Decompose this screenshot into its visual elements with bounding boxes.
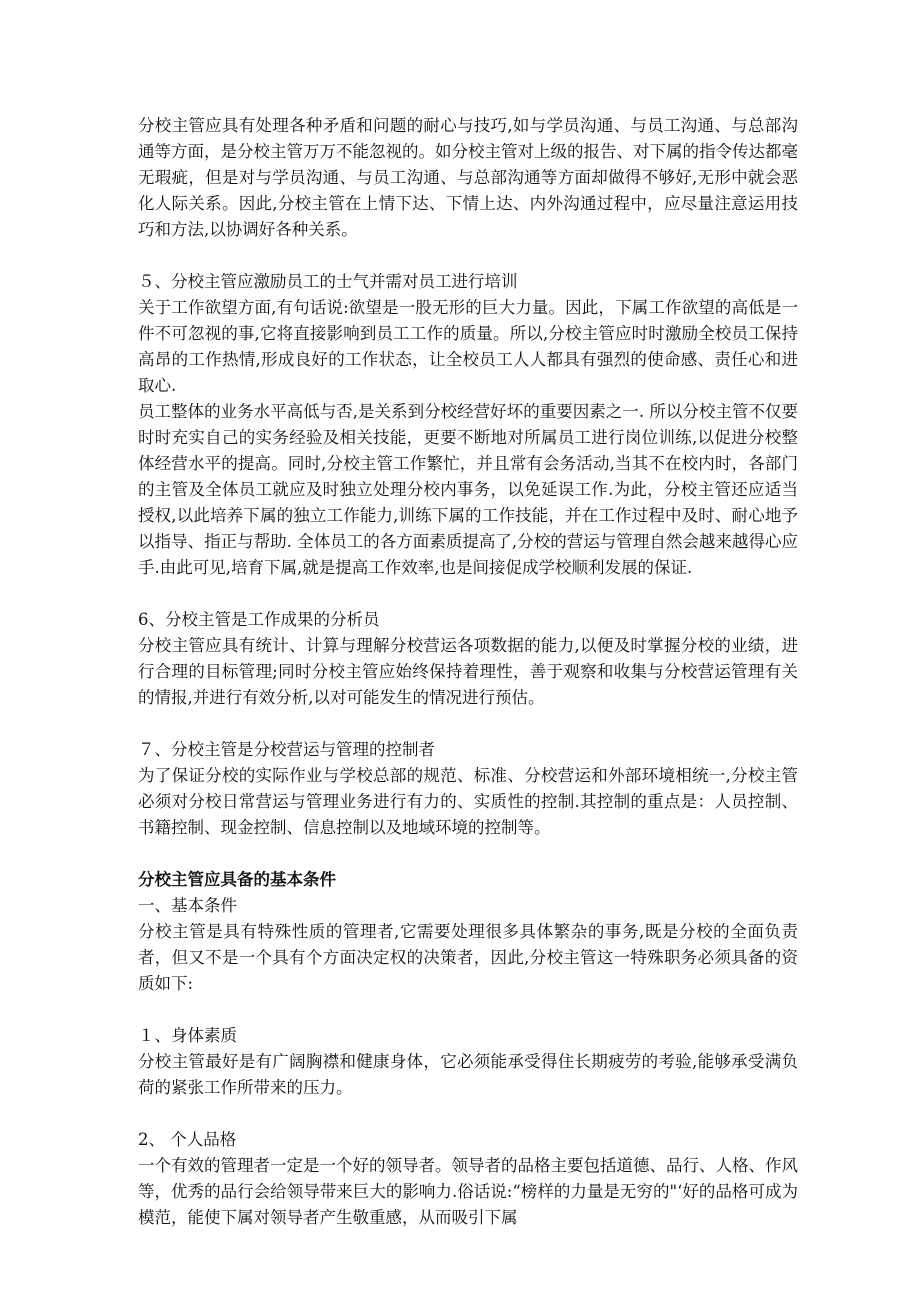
paragraph-spacer — [138, 581, 798, 607]
paragraph-spacer — [138, 711, 798, 737]
section-heading: 一、基本条件 — [138, 896, 237, 915]
paragraph-spacer — [138, 243, 798, 269]
section-heading: ７、分校主管是分校营运与管理的控制者 — [138, 740, 435, 759]
document-page — [138, 113, 798, 1231]
body-paragraph: 分校主管应具有统计、计算与理解分校营运各项数据的能力,以便及时掌握分校的业绩，进行合理的目标管理;同时分校主管应始终保持着理性，善于观察和收集与分校营运管理有关的情报,并进行有效分析,以对可能发生的情况进行预估。 — [138, 636, 798, 707]
paragraph-spacer — [138, 997, 798, 1023]
section-heading: １、身体素质 — [138, 1026, 237, 1045]
body-paragraph: 分校主管最好是有广阔胸襟和健康身体，它必须能承受得住长期疲劳的考验,能够承受满负荷的紧张工作所带来的压力。 — [138, 1052, 798, 1097]
body-paragraph: 员工整体的业务水平高低与否,是关系到分校经营好坏的重要因素之一. 所以分校主管不仅要时时充实自己的实务经验及相关技能，更要不断地对所属员工进行岗位训练,以促进分校整体经营水平的提高。同时,分校主管工作繁忙，并且常有会务活动,当其不在校内时，各部门的主管及全体员工就应及时独立处理分校内事务，以免延误工作.为此，分校主管还应适当授权,以此培养下属的独立工作能力,训练下属的工作技能，并在工作过程中及时、耐心地予以指导、指正与帮助. 全体员工的各方面素质提高了,分校的营运与管理自然会越来越得心应手.由此可见,培育下属,就是提高工作效率,也是间接促成学校顺利发展的保证. — [138, 402, 798, 577]
body-paragraph: 为了保证分校的实际作业与学校总部的规范、标准、分校营运和外部环境相统一,分校主管必须对分校日常营运与管理业务进行有力的、实质性的控制.其控制的重点是：人员控制、书籍控制、现金控制、信息控制以及地域环境的控制等。 — [138, 766, 798, 837]
body-paragraph: 一个有效的管理者一定是一个好的领导者。领导者的品格主要包括道德、品行、人格、作风等，优秀的品行会给领导带来巨大的影响力.俗话说:“榜样的力量是无穷的"‘好的品格可成为模范，能使下属对领导者产生敬重感，从而吸引下属 — [138, 1156, 798, 1227]
section-title-bold: 分校主管应具备的基本条件 — [138, 870, 336, 889]
body-paragraph: 分校主管是具有特殊性质的管理者,它需要处理很多具体繁杂的事务,既是分校的全面负责者，但又不是一个具有个方面决定权的决策者，因此,分校主管这一特殊职务必须具备的资质如下: — [138, 922, 798, 993]
body-paragraph: 分校主管应具有处理各种矛盾和问题的耐心与技巧,如与学员沟通、与员工沟通、与总部沟通等方面，是分校主管万万不能忽视的。如分校主管对上级的报告、对下属的指令传达都毫无瑕疵，但是对与学员沟通、与员工沟通、与总部沟通等方面却做得不够好,无形中就会恶化人际关系。因此,分校主管在上情下达、下情上达、内外沟通过程中，应尽量注意运用技巧和方法,以协调好各种关系。 — [138, 116, 798, 239]
section-heading: 6、分校主管是工作成果的分析员 — [138, 610, 380, 629]
paragraph-spacer — [138, 841, 798, 867]
section-heading: ５、分校主管应激励员工的士气并需对员工进行培训 — [138, 272, 518, 291]
body-paragraph: 关于工作欲望方面,有句话说:欲望是一股无形的巨大力量。因此，下属工作欲望的高低是一件不可忽视的事,它将直接影响到员工工作的质量。所以,分校主管应时时激励全校员工保持高昂的工作热情,形成良好的工作状态，让全校员工人人都具有强烈的使命感、责任心和进取心. — [138, 298, 798, 395]
section-heading: 2、 个人品格 — [138, 1130, 237, 1149]
paragraph-spacer — [138, 1101, 798, 1127]
